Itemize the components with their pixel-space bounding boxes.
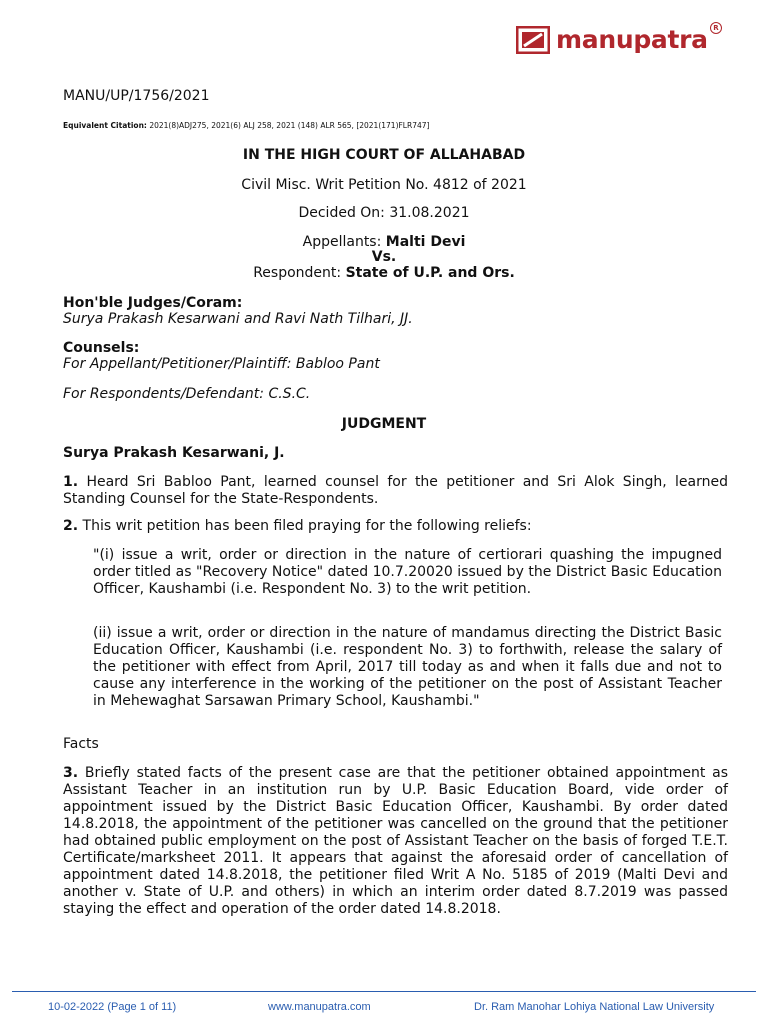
manupatra-wordmark: manupatra [556,25,708,54]
footer-divider [12,991,756,992]
manupatra-logo [516,24,722,56]
judgment-heading: JUDGMENT [341,416,427,432]
versus: Vs. [371,249,397,265]
respondent-name: State of U.P. and Ors. [345,265,515,281]
footer-page-info: 10-02-2022 (Page 1 of 11) [48,1001,177,1013]
counsel-appellant: For Appellant/Petitioner/Plaintiff: Babloo Pant [63,356,380,372]
paragraph-2 [63,518,728,535]
paragraph-text: Briefly stated facts of the present case are that the petitioner obtained appointment as Assistant Teacher in an institution run by U.P. Basic Education Board, vide order of appointment issued by the District Basic Education Officer, Kaushambi. By order dated 14.8.2018, the appointment of the petitioner was cancelled on the ground that the petitioner had obtained public employment on the post of Assistant Teacher on the basis of forged T.E.T. Certificate/marksheet 2011. It appears that against the aforesaid order of cancellation of appointment dated 14.8.2018, the petitioner filed Writ A No. 5185 of 2019 (Malti Devi and another v. State of U.P. and others) in which an interim order dated 8.7.2019 was passed staying the effect and operation of the order dated 14.8.2018. [63,765,728,917]
paragraph-text: This writ petition has been filed praying for the following reliefs: [82,518,532,534]
paragraph-number: 1. [63,474,79,490]
respondent-line [0,265,768,282]
citation-id: MANU/UP/1756/2021 [63,88,210,104]
judgment-author: Surya Prakash Kesarwani, J. [63,445,285,461]
footer-licensee: Dr. Ram Manohar Lohiya National Law University [474,1001,715,1013]
counsels-heading: Counsels: [63,340,140,356]
footer-website: www.manupatra.com [268,1001,371,1013]
manupatra-mark-icon [516,26,550,54]
appellants-label: Appellants: [302,234,382,250]
respondent-label: Respondent: [253,265,342,281]
judges-heading: Hon'ble Judges/Coram: [63,295,243,311]
paragraph-number: 3. [63,765,79,781]
paragraph-number: 2. [63,518,79,534]
registered-mark-icon: R [710,22,722,34]
court-name: IN THE HIGH COURT OF ALLAHABAD [242,147,526,163]
facts-heading: Facts [63,736,99,752]
paragraph-1 [63,474,728,508]
petition-number: Civil Misc. Writ Petition No. 4812 of 2021 [241,177,527,193]
equivalent-citation-value: 2021(8)ADJ275, 2021(6) ALJ 258, 2021 (148) ALR 565, [2021(171)FLR747] [149,121,430,130]
decided-on: Decided On: 31.08.2021 [298,205,470,221]
paragraph-text: Heard Sri Babloo Pant, learned counsel for the petitioner and Sri Alok Singh, learned Standing Counsel for the State-Respondents. [63,474,728,507]
paragraph-3 [63,765,728,918]
judges-names: Surya Prakash Kesarwani and Ravi Nath Tilhari, JJ. [63,311,413,327]
relief-1: "(i) issue a writ, order or direction in the nature of certiorari quashing the impugned order titled as "Recovery Notice" dated 10.7.20020 issued by the District Basic Education Officer, Kaushambi (i.e. Respondent No. 3) to the writ petition. [93,547,722,597]
equivalent-citation-label: Equivalent Citation: [63,121,147,130]
appellants-name: Malti Devi [385,234,466,250]
counsel-respondent: For Respondents/Defendant: C.S.C. [63,386,311,402]
relief-2: (ii) issue a writ, order or direction in the nature of mandamus directing the District Basic Education Officer, Kaushambi (i.e. respondent No. 3) to forthwith, release the salary of the petitioner with effect from April, 2017 till today as and when it falls due and not to cause any interference in the working of the petitioner on the post of Assistant Teacher in Mehewaghat Sarsawan Primary School, Kaushambi." [93,625,722,709]
equivalent-citation [63,121,429,131]
